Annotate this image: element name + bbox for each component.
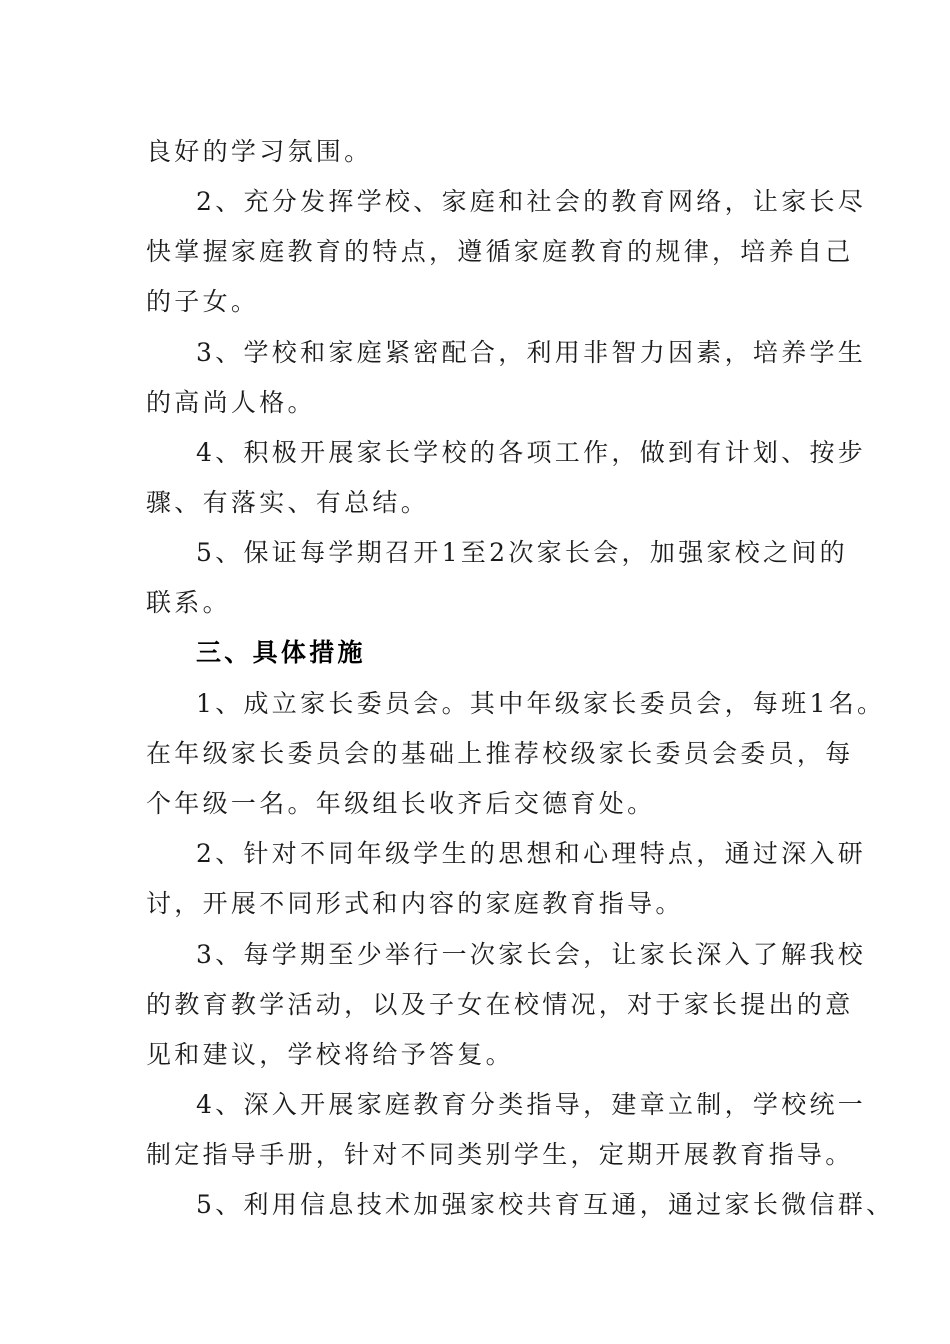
paragraph-line: 4、深入开展家庭教育分类指导，建章立制，学校统一: [196, 1090, 867, 1119]
paragraph-line: 2、针对不同年级学生的思想和心理特点，通过深入研: [196, 839, 867, 868]
paragraph-line: 1、成立家长委员会。其中年级家长委员会，每班1名。: [196, 689, 886, 718]
paragraph-line: 3、学校和家庭紧密配合，利用非智力因素，培养学生: [196, 338, 867, 367]
paragraph-line: 2、充分发挥学校、家庭和社会的教育网络，让家长尽: [196, 187, 867, 216]
paragraph-line: 3、每学期至少举行一次家长会，让家长深入了解我校: [196, 940, 867, 969]
paragraph-line: 联系。: [146, 588, 231, 617]
paragraph-line: 在年级家长委员会的基础上推荐校级家长委员会委员，每: [146, 739, 854, 768]
paragraph-line: 的子女。: [146, 287, 260, 316]
paragraph-line: 良好的学习氛围。: [146, 137, 373, 166]
paragraph-line: 快掌握家庭教育的特点，遵循家庭教育的规律，培养自己: [146, 237, 854, 266]
paragraph-line: 的高尚人格。: [146, 388, 316, 417]
paragraph-line: 个年级一名。年级组长收齐后交德育处。: [146, 789, 656, 818]
paragraph-line: 制定指导手册，针对不同类别学生，定期开展教育指导。: [146, 1140, 854, 1169]
paragraph-line: 讨，开展不同形式和内容的家庭教育指导。: [146, 889, 684, 918]
paragraph-line: 骤、有落实、有总结。: [146, 488, 430, 517]
paragraph-line: 4、积极开展家长学校的各项工作，做到有计划、按步: [196, 438, 867, 467]
paragraph-line: 见和建议，学校将给予答复。: [146, 1040, 514, 1069]
paragraph-line: 5、保证每学期召开1至2次家长会，加强家校之间的: [196, 538, 848, 567]
paragraph-line: 的教育教学活动，以及子女在校情况，对于家长提出的意: [146, 990, 854, 1019]
section-heading: 三、具体措施: [196, 638, 366, 667]
paragraph-line: 5、利用信息技术加强家校共育互通，通过家长微信群、: [196, 1190, 895, 1219]
